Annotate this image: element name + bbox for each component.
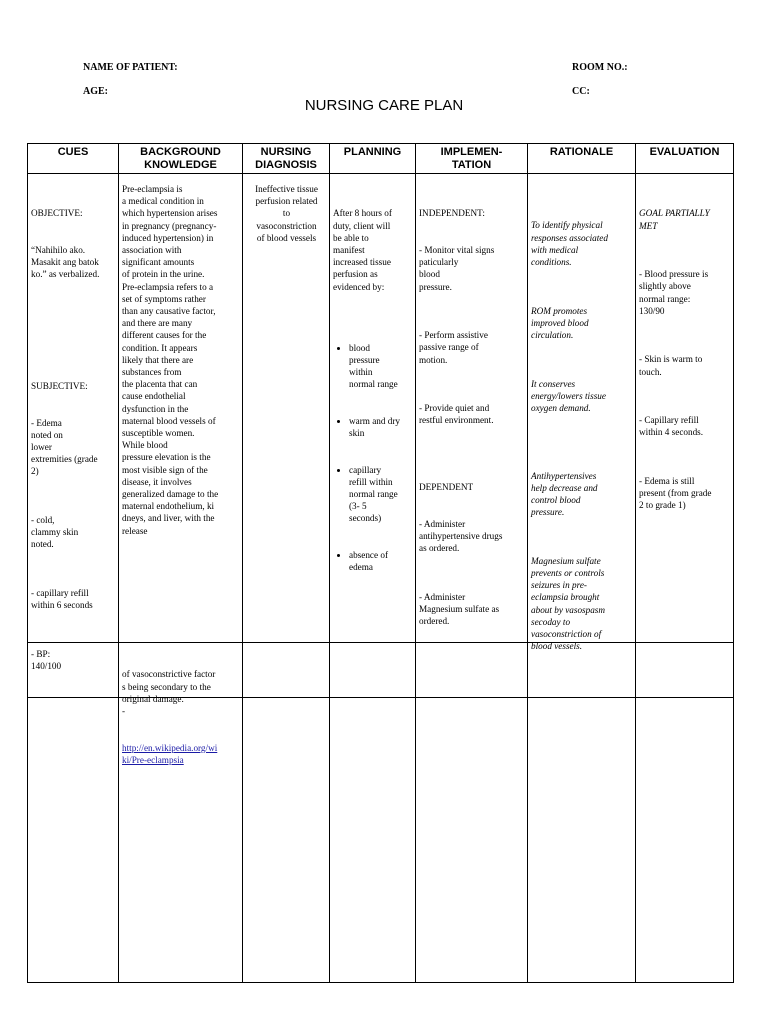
rationale-item: To identify physical responses associated with medical conditions. xyxy=(531,220,608,268)
intervention-item: - Perform assistive passive range of motion. xyxy=(419,330,488,365)
evaluation-goal: GOAL PARTIALLY MET xyxy=(639,208,710,231)
cue-item: - capillary refill within 6 seconds xyxy=(31,588,93,611)
diagnosis-cell xyxy=(243,643,330,983)
room-number-label: ROOM NO.: xyxy=(572,62,628,73)
intervention-item: - Provide quiet and restful environment. xyxy=(419,403,494,426)
column-header-evaluation: EVALUATION xyxy=(636,144,734,174)
list-item: • absence of edema xyxy=(349,549,413,573)
age-label: AGE: xyxy=(83,86,108,97)
column-header-cues: CUES xyxy=(28,144,119,174)
dependent-label: DEPENDENT xyxy=(419,482,474,493)
planning-intro: After 8 hours of duty, client will be able to manifest increased tissue perfusion as evidenced by: xyxy=(333,208,392,292)
rationale-item: It conserves energy/lowers tissue oxygen demand. xyxy=(531,378,606,414)
cue-item: - Edema noted on lower extremities (grade 2) xyxy=(31,417,98,477)
rationale-item: Antihypertensives help decrease and control blood pressure. xyxy=(531,470,598,518)
table-header-row xyxy=(28,144,734,174)
planning-cell xyxy=(330,643,416,983)
column-header-rationale: RATIONALE xyxy=(528,144,636,174)
chief-complaint-label: CC: xyxy=(572,86,590,97)
column-header-diagnosis: NURSING DIAGNOSIS xyxy=(243,144,330,174)
planning-cell xyxy=(330,174,416,698)
background-text: Pre-eclampsia is a medical condition in which hypertension arises in pregnancy (pregnancy- induced hypertension) in association with significant amounts of protein in the urine. Pre-eclampsia refers to a set of symptoms rather than any causative factor, and there are many different causes for the condition. It appears likely that there are substances from the placenta that can cause endothelial dysfunction in the maternal blood vessels of susceptible women. While blood pressure elevation is the most visible sign of the disease, it involves generalized damage to the maternal endothelium, ki dneys, and liver, with the release xyxy=(122,184,219,536)
cues-cell xyxy=(28,643,119,983)
evaluation-item: - Blood pressure is slightly above normal range: 130/90 xyxy=(639,269,709,316)
evaluation-item: - Skin is warm to touch. xyxy=(639,354,703,377)
care-plan-continuation-table xyxy=(27,642,734,983)
column-header-planning: PLANNING xyxy=(330,144,416,174)
list-item: • blood pressure within normal range xyxy=(349,342,413,391)
cue-item: - cold, clammy skin noted. xyxy=(31,515,79,550)
rationale-item: Magnesium sulfate prevents or controls seizures in pre- eclampsia brought about by vasospasm secoday to vasoconstriction of blood vessels. xyxy=(531,555,606,652)
intervention-item: - Administer Magnesium sulfate as ordered. xyxy=(419,591,500,627)
cues-cell xyxy=(28,174,119,698)
subjective-label: SUBJECTIVE: xyxy=(31,381,88,392)
list-item: • capillary refill within normal range (3- 5 seconds) xyxy=(349,464,413,525)
list-item: • warm and dry skin xyxy=(349,415,413,439)
planning-criteria-list xyxy=(333,317,413,598)
evaluation-item: - Capillary refill within 4 seconds. xyxy=(639,415,704,438)
page-title: NURSING CARE PLAN xyxy=(304,97,464,114)
reference-link[interactable]: http://en.wikipedia.org/wi ki/Pre-eclampsia xyxy=(122,742,218,765)
care-plan-table xyxy=(27,143,734,698)
independent-label: INDEPENDENT: xyxy=(419,208,485,219)
evaluation-cell xyxy=(636,643,734,983)
intervention-item: - Administer antihypertensive drugs as ordered. xyxy=(419,518,503,554)
background-cell xyxy=(119,643,243,983)
diagnosis-cell xyxy=(243,174,330,698)
table-row xyxy=(28,174,734,698)
rationale-item: ROM promotes improved blood circulation. xyxy=(531,305,589,341)
objective-label: OBJECTIVE: xyxy=(31,208,83,219)
rationale-cell xyxy=(528,174,636,698)
background-continued-text: of vasoconstrictive factor s being secondary to the original damage. - xyxy=(122,669,216,717)
cue-item: - BP: 140/100 xyxy=(31,648,62,672)
rationale-cell xyxy=(528,643,636,983)
diagnosis-text: Ineffective tissue perfusion related to vasoconstriction of blood vessels xyxy=(255,184,318,243)
evaluation-item: - Edema is still present (from grade 2 to grade 1) xyxy=(639,476,712,511)
implementation-cell xyxy=(416,174,528,698)
intervention-item: - Monitor vital signs paticularly blood pressure. xyxy=(419,245,495,292)
implementation-cell xyxy=(416,643,528,983)
objective-text: “Nahihilo ako. Masakit ang batok ko.” as verbalized. xyxy=(31,245,102,280)
evaluation-cell xyxy=(636,174,734,698)
background-cell xyxy=(119,174,243,698)
patient-name-label: NAME OF PATIENT: xyxy=(83,62,178,73)
table-row xyxy=(28,643,734,983)
column-header-implementation: IMPLEMEN- TATION xyxy=(416,144,528,174)
column-header-background: BACKGROUND KNOWLEDGE xyxy=(119,144,243,174)
